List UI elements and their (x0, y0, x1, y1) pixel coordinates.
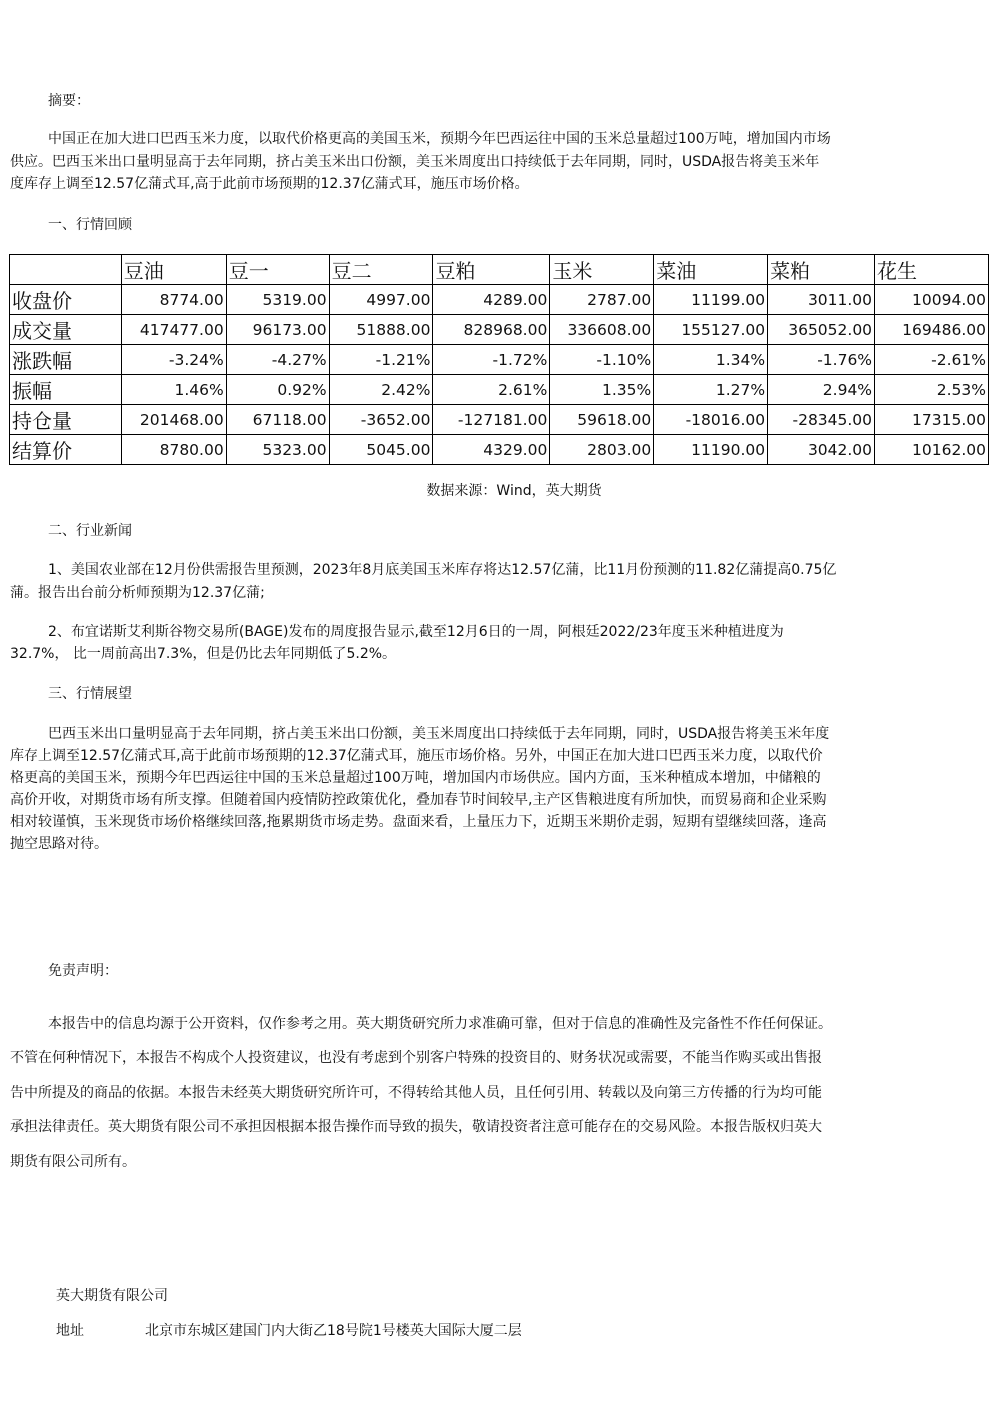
table-cell: 67118.00 (226, 405, 329, 435)
table-row (10, 405, 989, 435)
table-cell: 4997.00 (329, 285, 433, 315)
table-cell: 2803.00 (550, 435, 654, 465)
table-cell: 2.94% (768, 375, 875, 405)
row-label: 振幅 (10, 375, 122, 405)
table-cell: 3042.00 (768, 435, 875, 465)
column-header: 豆一 (226, 255, 329, 285)
table-cell: -1.21% (329, 345, 433, 375)
table-cell: -3652.00 (329, 405, 433, 435)
table-cell: 155127.00 (654, 315, 768, 345)
news-line: 蒲。报告出台前分析师预期为12.37亿蒲; (10, 585, 265, 601)
table-row (10, 315, 989, 345)
column-header: 玉米 (550, 255, 654, 285)
table-cell: -1.76% (768, 345, 875, 375)
summary-title: 摘要： (48, 93, 90, 109)
table-cell: 51888.00 (329, 315, 433, 345)
table-cell: 2.42% (329, 375, 433, 405)
table-row (10, 345, 989, 375)
market-table (9, 254, 989, 465)
row-label: 涨跌幅 (10, 345, 122, 375)
news-line: 2、布宜诺斯艾利斯谷物交易所(BAGE)发布的周度报告显示,截至12月6日的一周，阿根廷2022/23年度玉米种植进度为 (48, 624, 784, 640)
summary-line: 中国正在加大进口巴西玉米力度，以取代价格更高的美国玉米，预期今年巴西运往中国的玉米总量超过100万吨，增加国内市场 (48, 131, 831, 147)
table-cell: 2.53% (875, 375, 989, 405)
column-header: 豆二 (329, 255, 433, 285)
disclaimer-line: 本报告中的信息均源于公开资料，仅作参考之用。英大期货研究所力求准确可靠，但对于信息的准确性及完备性不作任何保证。 (48, 1016, 832, 1032)
column-header: 豆油 (121, 255, 226, 285)
section-title-market-review: 一、行情回顾 (48, 217, 132, 233)
table-cell: 828968.00 (433, 315, 550, 345)
row-label: 收盘价 (10, 285, 122, 315)
table-cell: 201468.00 (121, 405, 226, 435)
table-row (10, 435, 989, 465)
table-cell: -2.61% (875, 345, 989, 375)
table-cell: -18016.00 (654, 405, 768, 435)
table-cell: 5045.00 (329, 435, 433, 465)
outlook-line: 抛空思路对待。 (10, 836, 108, 852)
column-header: 菜油 (654, 255, 768, 285)
outlook-line: 巴西玉米出口量明显高于去年同期，挤占美玉米出口份额，美玉米周度出口持续低于去年同期，同时，USDA报告将美玉米年度 (48, 726, 830, 742)
table-cell: 169486.00 (875, 315, 989, 345)
table-cell: 417477.00 (121, 315, 226, 345)
data-source-caption: 数据来源：Wind，英大期货 (426, 483, 602, 499)
table-header-row (10, 255, 989, 285)
table-cell: -28345.00 (768, 405, 875, 435)
summary-line: 度库存上调至12.57亿蒲式耳,高于此前市场预期的12.37亿蒲式耳，施压市场价格。 (10, 176, 529, 192)
row-label: 持仓量 (10, 405, 122, 435)
column-header: 豆粕 (433, 255, 550, 285)
table-cell: 11199.00 (654, 285, 768, 315)
news-line: 1、美国农业部在12月份供需报告里预测，2023年8月底美国玉米库存将达12.57亿蒲，比11月份预测的11.82亿蒲提高0.75亿 (48, 562, 837, 578)
table-row (10, 285, 989, 315)
table-cell: 336608.00 (550, 315, 654, 345)
news-line: 32.7%， 比一周前高出7.3%，但是仍比去年同期低了5.2%。 (10, 646, 397, 662)
disclaimer-line: 不管在何种情况下，本报告不构成个人投资建议，也没有考虑到个别客户特殊的投资目的、财务状况或需要，不能当作购买或出售报 (10, 1050, 822, 1066)
outlook-line: 高价开收，对期货市场有所支撑。但随着国内疫情防控政策优化，叠加春节时间较早,主产区售粮进度有所加快，而贸易商和企业采购 (10, 792, 827, 808)
table-cell: 4329.00 (433, 435, 550, 465)
table-cell: 2.61% (433, 375, 550, 405)
table-cell: 5319.00 (226, 285, 329, 315)
table-cell: 8774.00 (121, 285, 226, 315)
summary-line: 供应。巴西玉米出口量明显高于去年同期，挤占美玉米出口份额，美玉米周度出口持续低于去年同期，同时，USDA报告将美玉米年 (10, 154, 820, 170)
table-cell: 11190.00 (654, 435, 768, 465)
table-cell: 10162.00 (875, 435, 989, 465)
table-cell: 1.46% (121, 375, 226, 405)
table-cell: 0.92% (226, 375, 329, 405)
table-cell: -1.72% (433, 345, 550, 375)
table-cell: 1.35% (550, 375, 654, 405)
disclaimer-line: 告中所提及的商品的依据。本报告未经英大期货研究所许可，不得转给其他人员，且任何引用、转载以及向第三方传播的行为均可能 (10, 1085, 822, 1101)
disclaimer-line: 承担法律责任。英大期货有限公司不承担因根据本报告操作而导致的损失，敬请投资者注意可能存在的交易风险。本报告版权归英大 (10, 1119, 822, 1135)
table-cell: -4.27% (226, 345, 329, 375)
row-label: 成交量 (10, 315, 122, 345)
section-title-industry-news: 二、行业新闻 (48, 523, 132, 539)
outlook-line: 库存上调至12.57亿蒲式耳,高于此前市场预期的12.37亿蒲式耳，施压市场价格。另外，中国正在加大进口巴西玉米力度，以取代价 (10, 748, 823, 764)
outlook-line: 格更高的美国玉米，预期今年巴西运往中国的玉米总量超过100万吨，增加国内市场供应。国内方面，玉米种植成本增加，中储粮的 (10, 770, 821, 786)
outlook-line: 相对较谨慎，玉米现货市场价格继续回落,拖累期货市场走势。盘面来看，上量压力下，近期玉米期价走弱，短期有望继续回落，逢高 (10, 814, 827, 830)
company-address: 北京市东城区建国门内大街乙18号院1号楼英大国际大厦二层 (145, 1323, 522, 1339)
table-cell: 1.34% (654, 345, 768, 375)
table-cell: -3.24% (121, 345, 226, 375)
table-cell: 365052.00 (768, 315, 875, 345)
table-cell: 10094.00 (875, 285, 989, 315)
section-title-market-outlook: 三、行情展望 (48, 686, 132, 702)
disclaimer-title: 免责声明： (48, 963, 118, 979)
table-cell: 59618.00 (550, 405, 654, 435)
table-cell: 8780.00 (121, 435, 226, 465)
table-cell: 5323.00 (226, 435, 329, 465)
row-label: 结算价 (10, 435, 122, 465)
table-cell: 4289.00 (433, 285, 550, 315)
column-header: 菜粕 (768, 255, 875, 285)
table-cell: 1.27% (654, 375, 768, 405)
table-corner-cell (10, 255, 122, 285)
company-name: 英大期货有限公司 (56, 1288, 168, 1304)
table-cell: 3011.00 (768, 285, 875, 315)
table-cell: -127181.00 (433, 405, 550, 435)
disclaimer-line: 期货有限公司所有。 (10, 1154, 136, 1170)
table-row (10, 375, 989, 405)
table-cell: 2787.00 (550, 285, 654, 315)
table-cell: 17315.00 (875, 405, 989, 435)
table-cell: -1.10% (550, 345, 654, 375)
address-label: 地址 (56, 1323, 84, 1339)
column-header: 花生 (875, 255, 989, 285)
table-cell: 96173.00 (226, 315, 329, 345)
